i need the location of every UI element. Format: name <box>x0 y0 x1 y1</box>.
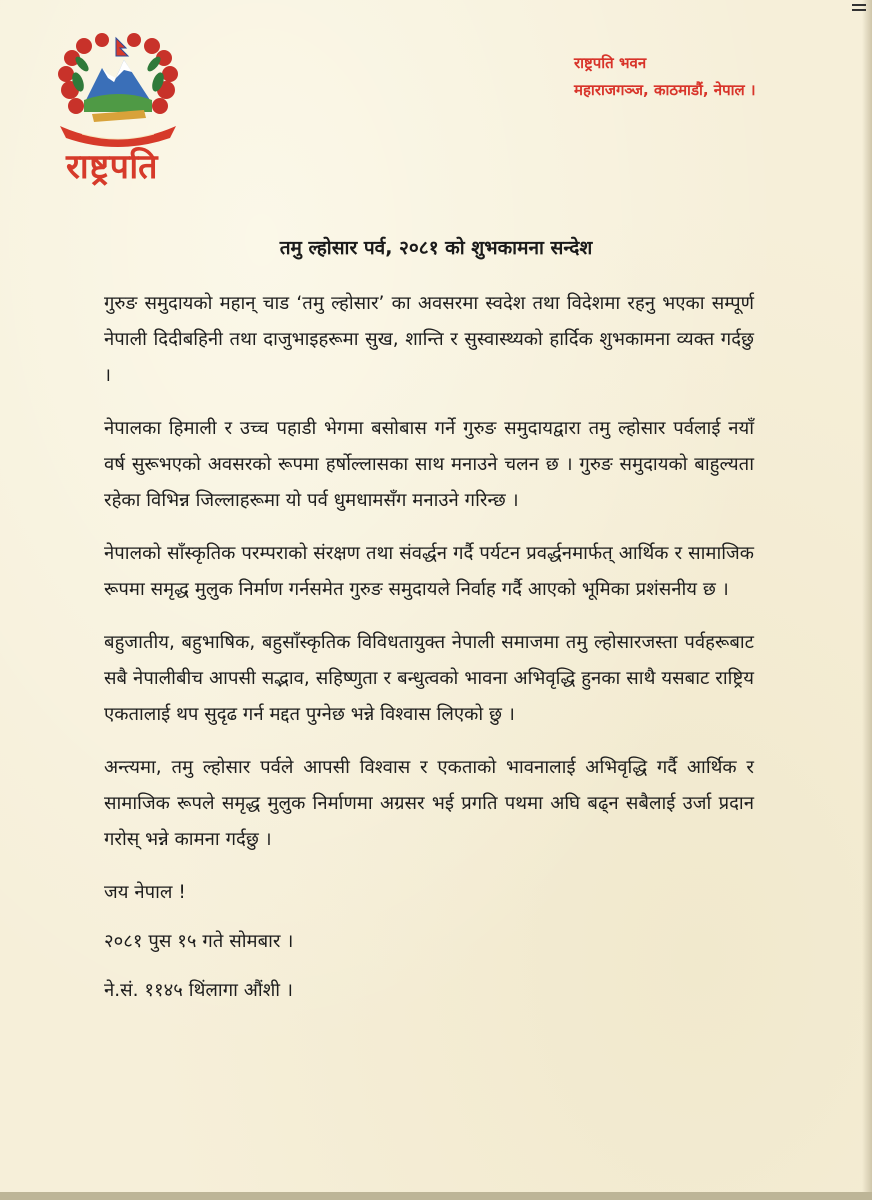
message-body <box>104 286 754 1022</box>
document-title: तमु ल्होसार पर्व, २०८१ को शुभकामना सन्देश <box>279 237 593 259</box>
scanner-bottom-edge <box>0 1192 872 1200</box>
letterhead-address <box>574 50 756 104</box>
address-line-2: महाराजगञ्ज, काठमाडौं, नेपाल । <box>574 81 756 99</box>
nepal-coat-of-arms-icon <box>52 30 184 148</box>
paragraph-5: अन्त्यमा, तमु ल्होसार पर्वले आपसी विश्वास र एकताको भावनालाई अभिवृद्धि गर्दै आर्थिक र सामाजिक रूपले समृद्ध मुलुक निर्माणमा अग्रसर भई प्रगति पथमा अघि बढ्न सबैलाई उर्जा प्रदान गरोस् भन्ने कामना गर्दछु । <box>104 757 754 850</box>
paragraph-3: नेपालको साँस्कृतिक परम्पराको संरक्षण तथा संवर्द्धन गर्दै पर्यटन प्रवर्द्धनमार्फत् आर्थिक र सामाजिक रूपमा समृद्ध मुलुक निर्माण गर्नसमेत गुरुङ समुदायले निर्वाह गर्दै आएको भूमिका प्रशंसनीय छ । <box>104 543 754 600</box>
closing-salutation: जय नेपाल ! <box>104 882 186 903</box>
paragraph-4: बहुजातीय, बहुभाषिक, बहुसाँस्कृतिक विविधतायुक्त नेपाली समाजमा तमु ल्होसारजस्ता पर्वहरूबाट सबै नेपालीबीच आपसी सद्भाव, सहिष्णुता र बन्धुत्वको भावना अभिवृद्धि हुनका साथै यसबाट राष्ट्रिय एकतालाई थप सुदृढ गर्न मद्दत पुग्नेछ भन्ने विश्वास लिएको छु । <box>104 632 754 725</box>
brand-wordmark: राष्ट्रपति <box>66 147 159 187</box>
paper-edge-shadow <box>862 0 872 1200</box>
address-line-1: राष्ट्रपति भवन <box>574 54 647 72</box>
date-bikram-sambat: २०८१ पुस १५ गते सोमबार । <box>104 931 294 952</box>
paragraph-1: गुरुङ समुदायको महान् चाड ‘तमु ल्होसार’ का अवसरमा स्वदेश तथा विदेशमा रहनु भएका सम्पूर्ण नेपाली दिदीबहिनी तथा दाजुभाइहरूमा सुख, शान्ति र सुस्वास्थ्यको हार्दिक शुभकामना व्यक्त गर्दछु । <box>104 293 754 386</box>
date-nepal-sambat: ने.सं. ११४५ थिंलागा औंशी । <box>104 980 293 1001</box>
scan-corner-mark <box>852 4 866 14</box>
paragraph-2: नेपालका हिमाली र उच्च पहाडी भेगमा बसोबास गर्ने गुरुङ समुदायद्वारा तमु ल्होसार पर्वलाई नयाँ वर्ष सुरूभएको अवसरको रूपमा हर्षोल्लासका साथ मनाउने चलन छ । गुरुङ समुदायको बाहुल्यता रहेका विभिन्न जिल्लाहरूमा यो पर्व धुमधामसँग मनाउने गरिन्छ । <box>104 418 754 511</box>
